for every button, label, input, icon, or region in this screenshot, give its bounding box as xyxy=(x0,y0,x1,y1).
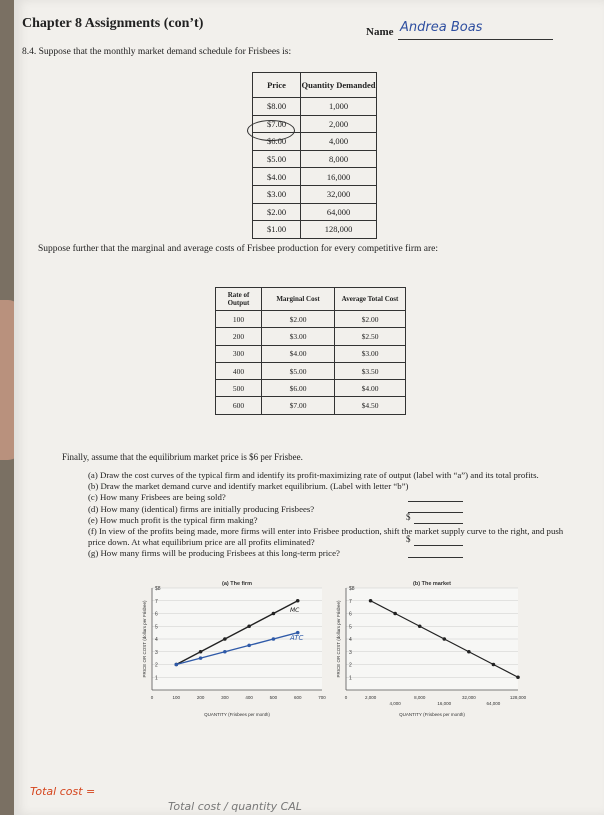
cost-table-cell: $4.00 xyxy=(335,380,406,397)
question-further: Suppose further that the marginal and average costs of Frisbee production for every competitive firm are: xyxy=(38,244,439,254)
y-tick-label: 2 xyxy=(155,662,158,669)
y-tick-label: 1 xyxy=(349,675,352,682)
demand-table-cell: $3.00 xyxy=(253,185,301,203)
firm-chart xyxy=(142,581,326,717)
y-tick-label: 3 xyxy=(349,649,352,656)
cost-table-cell: $2.50 xyxy=(335,328,406,345)
question-intro: 8.4. Suppose that the monthly market demand schedule for Frisbees is: xyxy=(22,47,292,57)
demand-table-cell: $1.00 xyxy=(253,221,301,239)
demand-table-cell: $2.00 xyxy=(253,203,301,221)
cost-table-cell: $7.00 xyxy=(262,397,335,414)
y-tick-label: 5 xyxy=(155,624,158,631)
demand-header-quantity: Quantity Demanded xyxy=(301,73,377,98)
demand-table-cell: 4,000 xyxy=(301,133,377,151)
cost-table-cell: 100 xyxy=(216,311,262,328)
y-tick-label: 4 xyxy=(155,637,158,643)
chart-title: (a) The firm xyxy=(222,581,252,587)
data-point-mc xyxy=(296,599,300,603)
y-tick-label: 7 xyxy=(349,598,352,605)
x-tick-label: 500 xyxy=(269,695,278,700)
cost-header-mc: Marginal Cost xyxy=(262,288,335,311)
x-tick-label: 600 xyxy=(293,695,302,700)
cost-table-cell: $5.00 xyxy=(262,362,335,379)
y-tick-label: 2 xyxy=(349,662,352,669)
x-tick-label: 200 xyxy=(196,695,205,700)
chapter-title: Chapter 8 Assignments (con’t) xyxy=(22,16,204,31)
x-tick-label: 0 xyxy=(344,695,348,700)
y-tick-label: 5 xyxy=(349,624,352,631)
y-tick-label: 6 xyxy=(349,611,352,618)
cost-table-cell: 500 xyxy=(216,380,262,397)
data-point-mc xyxy=(223,637,227,641)
part-b: (b) Draw the market demand curve and identify market equilibrium. (Label with letter “b”) xyxy=(88,481,409,492)
data-point-atc xyxy=(247,644,251,648)
demand-table-cell: $8.00 xyxy=(253,98,301,116)
demand-table-cell: 1,000 xyxy=(301,98,377,116)
market-chart xyxy=(336,581,527,717)
part-a: (a) Draw the cost curves of the typical firm and identify its profit-maximizing rate of output (label with “a”) and its total profits. xyxy=(88,470,539,480)
dollar-sign-e: $ xyxy=(406,512,411,522)
y-tick-label: 4 xyxy=(349,637,352,643)
demand-table-cell: 64,000 xyxy=(301,203,377,221)
x-tick-label: 128,000 xyxy=(509,695,527,700)
data-point-demand xyxy=(393,612,397,616)
x-tick-label: 2,000 xyxy=(364,695,377,700)
data-point-atc xyxy=(199,656,203,660)
demand-table-cell: 128,000 xyxy=(301,221,377,239)
student-name: Andrea Boas xyxy=(400,20,483,35)
x-tick-label: 0 xyxy=(150,695,154,700)
chart-title: (b) The market xyxy=(413,581,451,587)
part-d: (d) How many (identical) firms are initially producing Frisbees? xyxy=(88,503,315,514)
cost-table-cell: $3.00 xyxy=(335,345,406,362)
x-tick-label: 400 xyxy=(245,695,253,700)
data-point-mc xyxy=(247,624,251,628)
part-g: (g) How many firms will be producing Frisbees at this long-term price? xyxy=(88,548,340,559)
cost-header-output: Rate of Output xyxy=(216,288,262,311)
cost-header-atc: Average Total Cost xyxy=(335,288,406,311)
cost-table-cell: $6.00 xyxy=(262,380,335,397)
y-tick-label: 7 xyxy=(155,598,158,605)
part-f: (f) In view of the profits being made, more firms will enter into Frisbee production, shift the market supply curve to the right, and push price down. At what equilibrium price are all profits eliminated? xyxy=(88,526,564,548)
x-axis-label: QUANTITY (Frisbees per month) xyxy=(204,712,270,717)
cost-table-cell: 200 xyxy=(216,328,262,345)
part-c: (c) How many Frisbees are being sold? xyxy=(88,492,226,503)
annotation-mc: MC xyxy=(290,607,300,614)
cost-table-cell: $2.00 xyxy=(335,311,406,328)
annotation-atc: ATC xyxy=(290,634,304,642)
handwritten-bottom-note: Total cost / quantity CAL xyxy=(168,800,302,813)
x-tick-label: 4,000 xyxy=(389,701,401,706)
demand-header-price: Price xyxy=(253,73,301,98)
x-tick-label: 100 xyxy=(172,695,181,700)
y-tick-label: $8 xyxy=(155,586,161,592)
cost-table-cell: 600 xyxy=(216,397,262,414)
y-axis-label: PRICE OR COST (dollars per Frisbee) xyxy=(142,600,147,678)
data-point-atc xyxy=(272,637,276,641)
demand-table-cell: $6.00 xyxy=(253,133,301,151)
data-point-demand xyxy=(418,624,422,628)
data-point-demand xyxy=(442,637,446,641)
question-finally: Finally, assume that the equilibrium market price is $6 per Frisbee. xyxy=(62,452,303,462)
demand-table-cell: $7.00 xyxy=(253,115,301,133)
data-point-mc xyxy=(199,650,203,654)
x-axis-label: QUANTITY (Frisbees per month) xyxy=(399,712,465,717)
part-e: (e) How much profit is the typical firm making? xyxy=(88,514,258,525)
cost-table-cell: $4.00 xyxy=(262,345,335,362)
handwritten-total-cost: Total cost = xyxy=(30,785,96,798)
demand-table-cell: 2,000 xyxy=(301,115,377,133)
cost-table-cell: $4.50 xyxy=(335,397,406,414)
demand-table-cell: 16,000 xyxy=(301,168,377,186)
demand-table-cell: 32,000 xyxy=(301,185,377,203)
data-point-atc xyxy=(223,650,227,654)
data-point-demand xyxy=(369,599,373,603)
x-tick-label: 700 xyxy=(318,695,326,700)
y-tick-label: 6 xyxy=(155,611,158,618)
data-point-atc xyxy=(174,663,178,667)
cost-table-cell: 400 xyxy=(216,362,262,379)
data-point-demand xyxy=(516,675,520,679)
demand-table-cell: 8,000 xyxy=(301,150,377,168)
x-tick-label: 32,000 xyxy=(461,695,476,700)
x-tick-label: 16,000 xyxy=(437,701,452,706)
y-tick-label: $8 xyxy=(349,586,355,592)
data-point-demand xyxy=(467,650,471,654)
x-tick-label: 300 xyxy=(221,695,229,700)
name-label: Name xyxy=(366,26,394,38)
x-tick-label: 64,000 xyxy=(486,701,501,706)
demand-table-cell: $5.00 xyxy=(253,150,301,168)
cost-table-cell: $3.00 xyxy=(262,328,335,345)
cost-table-cell: 300 xyxy=(216,345,262,362)
data-point-mc xyxy=(272,612,276,616)
y-axis-label: PRICE OR COST (dollars per Frisbee) xyxy=(336,600,341,678)
dollar-sign-f: $ xyxy=(406,534,411,544)
cost-table-cell: $3.50 xyxy=(335,362,406,379)
y-tick-label: 3 xyxy=(155,649,158,656)
y-tick-label: 1 xyxy=(155,675,158,682)
data-point-demand xyxy=(492,663,496,667)
cost-table-cell: $2.00 xyxy=(262,311,335,328)
x-tick-label: 8,000 xyxy=(414,695,426,700)
demand-table-cell: $4.00 xyxy=(253,168,301,186)
